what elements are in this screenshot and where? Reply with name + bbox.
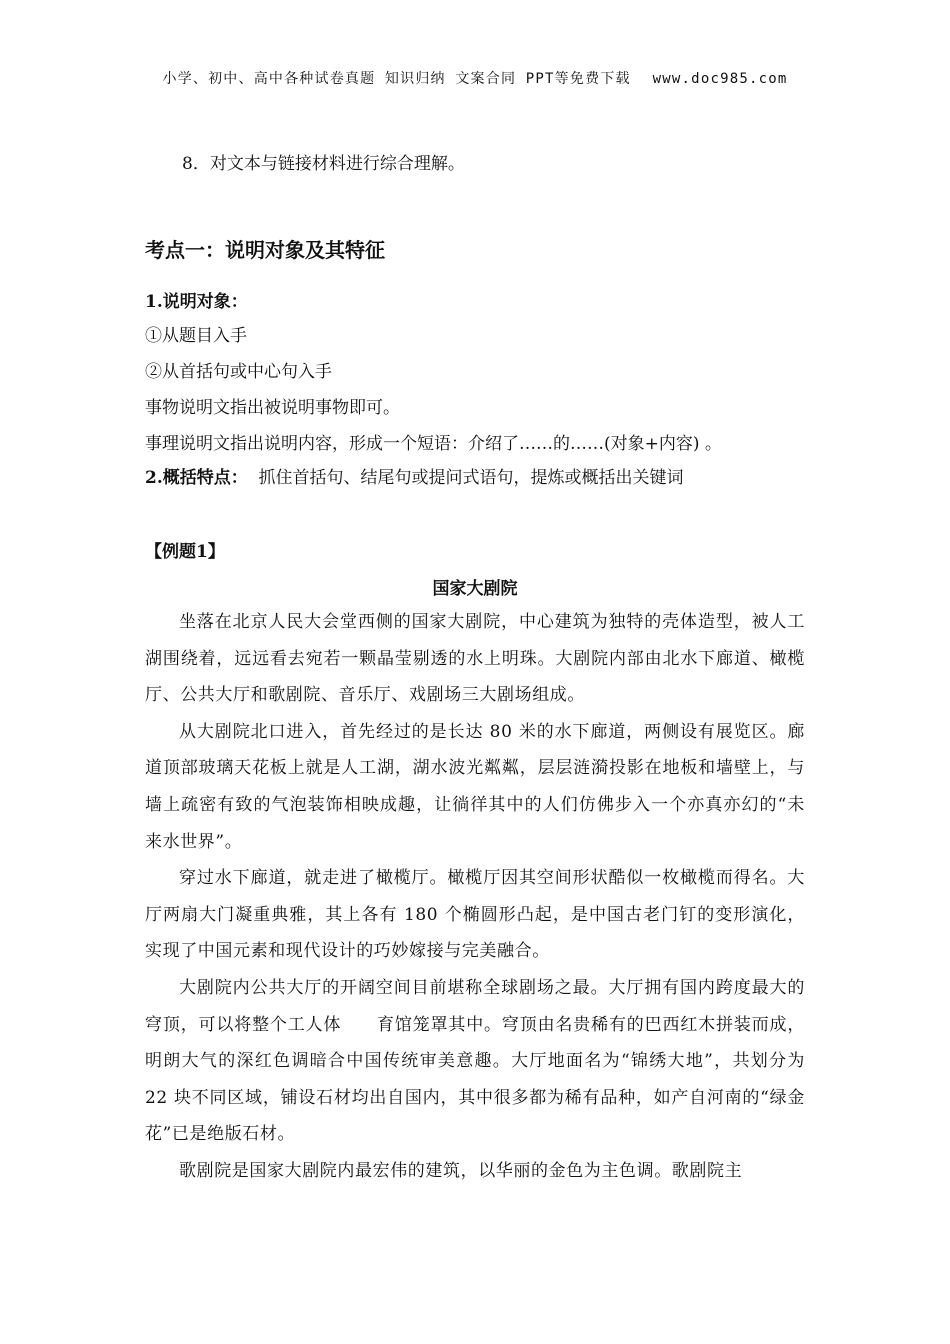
point2-label: 2.概括特点： <box>145 468 248 488</box>
point1-item: ①从题目入手 <box>145 326 247 346</box>
point1-item: 事理说明文指出说明内容，形成一个短语：介绍了……的……(对象+内容) 。 <box>145 434 722 454</box>
article-paragraph: 从大剧院北口进入，首先经过的是长达 80 米的水下廊道，两侧设有展览区。廊道顶部玻璃天花板上就是人工湖，湖水波光粼粼，层层涟漪投影在地板和墙壁上，与墙上疏密有致的气泡装饰相映成趣，让徜徉其中的人们仿佛步入一个亦真亦幻的“未来水世界”。 <box>145 721 805 852</box>
header-slogan: 小学、初中、高中各种试卷真题 知识归纳 文案合同 PPT等免费下载 <box>162 71 631 87</box>
article-paragraph: 歌剧院是国家大剧院内最宏伟的建筑，以华丽的金色为主色调。歌剧院主 <box>179 1160 743 1181</box>
point2-text: 抓住首括句、结尾句或提问式语句，提炼或概括出关键词 <box>247 468 684 488</box>
example-label: 【例题1】 <box>145 542 225 562</box>
point2-line <box>145 466 684 490</box>
header-site-link[interactable]: www.doc985.com <box>652 71 788 87</box>
point1-item: 事物说明文指出被说明事物即可。 <box>145 398 400 418</box>
article-title: 国家大剧院 <box>432 579 518 599</box>
page-header <box>0 68 950 88</box>
article-paragraph: 大剧院内公共大厅的开阔空间目前堪称全球剧场之最。大厅拥有国内跨度最大的穹顶，可以将整个工人体 育馆笼罩其中。穹顶由名贵稀有的巴西红木拼装而成，明朗大气的深红色调暗合中国传统审美意趣。大厅地面名为“锦绣大地”，共划分为 22 块不同区域，铺设石材均出自国内，其中很多都为稀有品种，如产自河南的“绿金花”已是绝版石材。 <box>145 977 805 1145</box>
section-title: 考点一：说明对象及其特征 <box>145 238 385 262</box>
item-8: 8．对文本与链接材料进行综合理解。 <box>182 154 465 174</box>
article-body <box>145 604 805 1190</box>
article-paragraph: 坐落在北京人民大会堂西侧的国家大剧院，中心建筑为独特的壳体造型，被人工湖围绕着，远远看去宛若一颗晶莹剔透的水上明珠。大剧院内部由北水下廊道、橄榄厅、公共大厅和歌剧院、音乐厅、戏剧场三大剧场组成。 <box>145 612 805 706</box>
article-paragraph: 穿过水下廊道，就走进了橄榄厅。橄榄厅因其空间形状酷似一枚橄榄而得名。大厅两扇大门凝重典雅，其上各有 180 个椭圆形凸起，是中国古老门钉的变形演化，实现了中国元素和现代设计的巧妙嫁接与完美融合。 <box>145 868 805 962</box>
point1-label: 1.说明对象： <box>145 292 248 312</box>
point1-item: ②从首括句或中心句入手 <box>145 362 332 382</box>
